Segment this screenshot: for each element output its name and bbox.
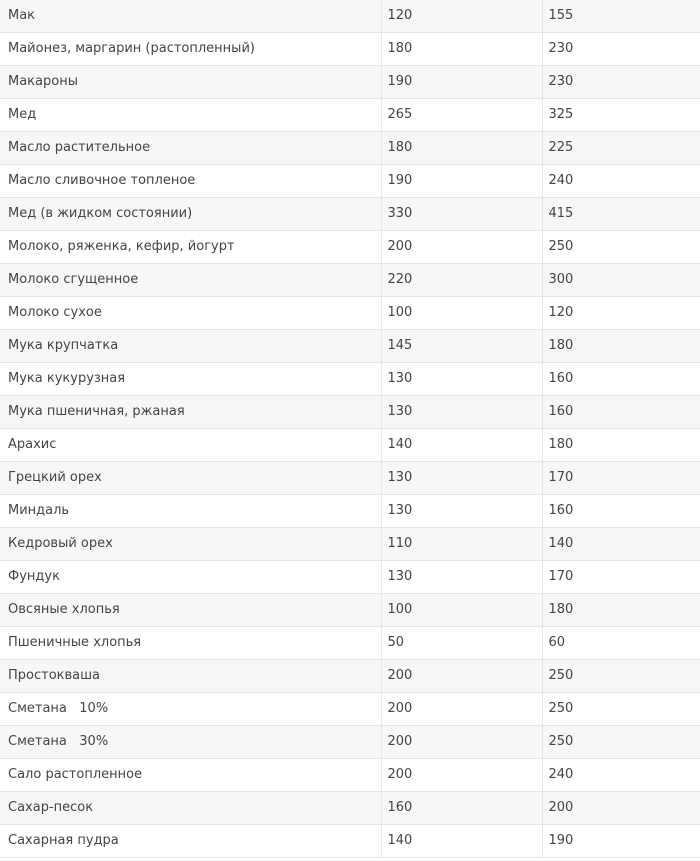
product-name-cell: Грецкий орех	[0, 462, 381, 495]
table-row	[0, 99, 700, 132]
product-name-cell: Сметана 30%	[0, 726, 381, 759]
value-cell-2: 300	[542, 264, 700, 297]
value-cell-2: 155	[542, 0, 700, 33]
table-row	[0, 792, 700, 825]
product-name-cell: Молоко сгущенное	[0, 264, 381, 297]
value-cell-2: 240	[542, 759, 700, 792]
product-name-cell: Масло растительное	[0, 132, 381, 165]
value-cell-2: 170	[542, 561, 700, 594]
value-cell-2: 180	[542, 429, 700, 462]
value-cell-1: 130	[381, 561, 542, 594]
product-name-cell: Арахис	[0, 429, 381, 462]
value-cell-1: 145	[381, 330, 542, 363]
product-name-cell: Простокваша	[0, 660, 381, 693]
table-row	[0, 627, 700, 660]
table-row	[0, 66, 700, 99]
value-cell-2: 250	[542, 231, 700, 264]
value-cell-2: 240	[542, 165, 700, 198]
value-cell-1: 130	[381, 495, 542, 528]
product-name-cell: Мука кукурузная	[0, 363, 381, 396]
value-cell-1: 265	[381, 99, 542, 132]
value-cell-2: 60	[542, 627, 700, 660]
value-cell-1: 160	[381, 792, 542, 825]
table-row	[0, 594, 700, 627]
value-cell-2: 230	[542, 66, 700, 99]
value-cell-1: 120	[381, 0, 542, 33]
value-cell-1: 180	[381, 132, 542, 165]
value-cell-2: 200	[542, 792, 700, 825]
value-cell-2: 160	[542, 495, 700, 528]
product-name-cell: Макароны	[0, 66, 381, 99]
table-row	[0, 297, 700, 330]
table-row	[0, 429, 700, 462]
value-cell-2: 250	[542, 726, 700, 759]
value-cell-1: 180	[381, 33, 542, 66]
product-name-cell: Мед (в жидком состоянии)	[0, 198, 381, 231]
value-cell-1: 140	[381, 825, 542, 858]
value-cell-1: 130	[381, 396, 542, 429]
product-name-cell: Сахарная пудра	[0, 825, 381, 858]
product-name-cell: Фундук	[0, 561, 381, 594]
table-row	[0, 726, 700, 759]
value-cell-1: 140	[381, 429, 542, 462]
value-cell-2: 120	[542, 297, 700, 330]
table-row	[0, 693, 700, 726]
table-row	[0, 231, 700, 264]
product-name-cell: Мука пшеничная, ржаная	[0, 396, 381, 429]
value-cell-2: 160	[542, 363, 700, 396]
table-row	[0, 132, 700, 165]
value-cell-1: 50	[381, 627, 542, 660]
value-cell-2: 325	[542, 99, 700, 132]
value-cell-1: 100	[381, 594, 542, 627]
value-cell-1: 200	[381, 726, 542, 759]
value-cell-1: 220	[381, 264, 542, 297]
product-name-cell: Миндаль	[0, 495, 381, 528]
table-row	[0, 759, 700, 792]
product-name-cell: Овсяные хлопья	[0, 594, 381, 627]
value-cell-1: 200	[381, 660, 542, 693]
value-cell-2: 190	[542, 825, 700, 858]
product-name-cell: Кедровый орех	[0, 528, 381, 561]
table-row	[0, 264, 700, 297]
value-cell-1: 190	[381, 165, 542, 198]
table-row	[0, 396, 700, 429]
table-row	[0, 33, 700, 66]
value-cell-2: 250	[542, 660, 700, 693]
product-name-cell: Мак	[0, 0, 381, 33]
table-row	[0, 660, 700, 693]
product-name-cell: Пшеничные хлопья	[0, 627, 381, 660]
product-name-cell: Молоко, ряженка, кефир, йогурт	[0, 231, 381, 264]
table-row	[0, 363, 700, 396]
value-cell-2: 415	[542, 198, 700, 231]
value-cell-1: 200	[381, 231, 542, 264]
table-row	[0, 561, 700, 594]
table-row	[0, 528, 700, 561]
value-cell-2: 170	[542, 462, 700, 495]
value-cell-1: 110	[381, 528, 542, 561]
value-cell-2: 160	[542, 396, 700, 429]
table-row	[0, 330, 700, 363]
value-cell-2: 180	[542, 330, 700, 363]
product-name-cell: Сахар-песок	[0, 792, 381, 825]
value-cell-2: 230	[542, 33, 700, 66]
value-cell-1: 130	[381, 363, 542, 396]
value-cell-1: 200	[381, 693, 542, 726]
product-name-cell: Мука крупчатка	[0, 330, 381, 363]
table-row	[0, 462, 700, 495]
product-name-cell: Майонез, маргарин (растопленный)	[0, 33, 381, 66]
product-name-cell: Молоко сухое	[0, 297, 381, 330]
table-row	[0, 825, 700, 858]
table-row	[0, 165, 700, 198]
value-cell-1: 190	[381, 66, 542, 99]
table-row	[0, 198, 700, 231]
product-name-cell: Сметана 10%	[0, 693, 381, 726]
product-name-cell: Масло сливочное топленое	[0, 165, 381, 198]
value-cell-2: 250	[542, 693, 700, 726]
product-name-cell: Мед	[0, 99, 381, 132]
table-row	[0, 495, 700, 528]
table-row	[0, 0, 700, 33]
value-cell-2: 180	[542, 594, 700, 627]
value-cell-1: 200	[381, 759, 542, 792]
product-name-cell: Сало растопленное	[0, 759, 381, 792]
value-cell-1: 130	[381, 462, 542, 495]
value-cell-2: 140	[542, 528, 700, 561]
value-cell-1: 330	[381, 198, 542, 231]
value-cell-2: 225	[542, 132, 700, 165]
value-cell-1: 100	[381, 297, 542, 330]
